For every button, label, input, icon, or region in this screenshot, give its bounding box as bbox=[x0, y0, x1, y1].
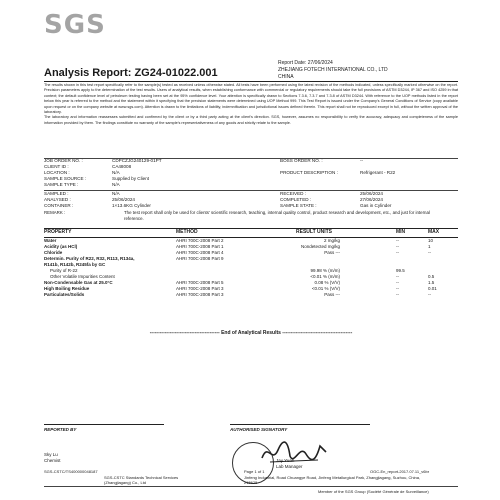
reporter-name: Sky Lu bbox=[44, 452, 58, 457]
cell-min: -- bbox=[396, 250, 399, 255]
remark-label: REMARK : bbox=[44, 210, 66, 215]
cell-method: AHRI 700C-2008 Part 3 bbox=[176, 286, 224, 291]
cell-result: <0.01 % (V/V) bbox=[311, 286, 340, 291]
col-result: RESULT UNITS bbox=[296, 229, 333, 235]
intro-paragraph: The results shown in this test report specifically refer to the sample(s) tested as received unless otherwise stated. All tests have been performed using the latest revision of the methods indicated, unless specifically marked otherwise on the report. Precision parameters apply to the determination of the test results. Users of analytical results, when establishing conformance with commercial or regulatory requirements should take the full provisions of ASTM D3244, IP 367 and ISO 4259 in that context; the default confidence level of petroleum testing having been set at the 95% confidence level. Your attention is specifically drawn to Sections 7.3.6, 7.3.7 and 7.3.8 of ASTM D3244. With reference to the UOP methods listed in the report below this year is referred to the method and the statement within it specifying that the precision statements were determined using UOP Method 999. This Test Report is issued under the Company's General Conditions of Service (copy available upon request or on the company website at www.sgs.com). Attention is drawn to the limitations of liability, indemnification and jurisdictional issues defined therein. This report shall not be reproduced except in full, without the written approval of the laboratory. bbox=[44, 83, 458, 114]
footer-postcode: 215625 bbox=[244, 480, 258, 485]
analysed-label: ANALYSED : bbox=[44, 197, 71, 202]
cell-max: -- bbox=[428, 292, 431, 297]
sample-source-label: SAMPLE SOURCE : bbox=[44, 176, 87, 181]
cell-result: 2 mg/kg bbox=[323, 238, 340, 243]
boss-order-value: -- bbox=[360, 158, 364, 163]
table-row bbox=[44, 292, 458, 298]
cell-max: 0.5 bbox=[428, 274, 435, 279]
completed-label: COMPLETED : bbox=[280, 197, 312, 202]
client-id-label: CLIENT ID : bbox=[44, 164, 69, 169]
cell-property: Water bbox=[44, 238, 57, 243]
signatory-name: Jay Yuan bbox=[276, 458, 295, 463]
cell-min: 99.5 bbox=[396, 268, 405, 273]
cell-property: Non-Condensable Gas at 25.0°C bbox=[44, 280, 113, 285]
cell-property: Determin. Purity of R22, R32, R113, R134a, bbox=[44, 256, 135, 261]
remark-block bbox=[44, 210, 458, 221]
sgs-logo: SGS bbox=[44, 10, 106, 40]
authorised-label: AUTHORISED SIGNATORY bbox=[230, 427, 288, 432]
job-order-value: CDPCZJG240129-01PT bbox=[112, 158, 162, 163]
cell-max: 1.5 bbox=[428, 280, 435, 285]
cell-max: -- bbox=[428, 250, 431, 255]
sample-state-value: Gas in Cylinder bbox=[360, 203, 392, 208]
cell-min: -- bbox=[396, 280, 399, 285]
cell-min: -- bbox=[396, 292, 399, 297]
location-label: LOCATION : bbox=[44, 170, 70, 175]
footer-address: Jinfeng Industrial, Road Chuangye Road, Jinfeng Metallurgical Park, Zhangjiagang, Suzhou, China, bbox=[244, 475, 421, 480]
intro-text-block bbox=[44, 83, 458, 126]
footer-company: SGS-CSTC Standards Technical Services bbox=[104, 475, 179, 480]
sample-source-value: Supplied by Client bbox=[112, 176, 150, 181]
cell-min: -- bbox=[396, 274, 399, 279]
cell-max: 0.01 bbox=[428, 286, 437, 291]
sample-type-value: N/A bbox=[112, 182, 120, 187]
cell-property: Purity of R-22 bbox=[50, 268, 78, 273]
client-name: ZHEJIANG FOTECH INTERNATIONAL CO., LTD bbox=[278, 67, 388, 73]
footer-member: Member of the SGS Group (Société Générale de Surveillance) bbox=[318, 489, 429, 494]
remark-text: The test report shall only be used for clients' scientific research, teaching, internal quality control, product research and development, etc., and just for internal reference. bbox=[124, 210, 430, 221]
footer-rule bbox=[44, 486, 458, 487]
cell-result: Pass --- bbox=[324, 292, 340, 297]
received-value: 25/06/2024 bbox=[360, 191, 383, 196]
client-country: CHINA bbox=[278, 74, 294, 80]
cell-property: Acidity (as HCl) bbox=[44, 244, 78, 249]
reporter-title: Chemist bbox=[44, 457, 61, 463]
cell-max: 10 bbox=[428, 238, 434, 243]
end-of-results: ------------------------------------------ End of Analytical Results ------------------------------------------ bbox=[149, 330, 353, 336]
cell-property: Other Volatile Impurities Content bbox=[50, 274, 115, 279]
signatory-title: Lab Manager bbox=[276, 463, 303, 469]
cell-min: -- bbox=[396, 286, 399, 291]
product-desc-label: PRODUCT DESCRIPTION : bbox=[280, 170, 338, 175]
intro-paragraph-2: The laboratory and information reassesses submitted and confirmed by the client or by a third party acting at the client's direction. SGS, however, assumes no responsibility to verify the accuracy, adequacy and completeness of the sample information provided by them. The findings constitute no warranty of the sample's representativeness of any goods and strictly relate to the sample. bbox=[44, 115, 458, 125]
cell-method: AHRI 700C-2008 Part 3 bbox=[176, 292, 224, 297]
signatory-block bbox=[276, 458, 303, 470]
footer-page: Page 1 of 1 bbox=[244, 469, 265, 474]
cell-result: 99.98 % (m/m) bbox=[310, 268, 340, 273]
sampled-value: N/A bbox=[112, 191, 120, 196]
report-date: Report Date: 27/06/2024 bbox=[278, 60, 333, 66]
received-label: RECEIVED : bbox=[280, 191, 307, 196]
cell-property: R141b, R142b, R245fa by GC bbox=[44, 262, 106, 267]
cell-method: AHRI 700C-2008 Part 1 bbox=[176, 244, 224, 249]
cell-method: AHRI 700C-2008 Part 5 bbox=[176, 280, 224, 285]
authorised-rule bbox=[230, 424, 370, 425]
col-min: MIN bbox=[396, 229, 406, 235]
reported-by-label: REPORTED BY bbox=[44, 427, 77, 432]
cell-property: Chloride bbox=[44, 250, 63, 255]
info-top-rule bbox=[44, 158, 458, 159]
cell-result: Nondetected mg/kg bbox=[300, 244, 340, 249]
reported-by-rule bbox=[44, 424, 164, 425]
report-header-block bbox=[278, 60, 388, 81]
cell-max: 1 bbox=[428, 244, 431, 249]
title-rule bbox=[44, 81, 458, 82]
col-max: MAX bbox=[428, 229, 440, 235]
location-value: N/A bbox=[112, 170, 120, 175]
footer-doc-code: OGC-En_report-2017.07.11_v6br bbox=[370, 469, 430, 474]
sampled-label: SAMPLED : bbox=[44, 191, 69, 196]
cell-result: 0.08 % (V/V) bbox=[314, 280, 340, 285]
cell-method: AHRI 700C-2008 Part 9 bbox=[176, 256, 224, 261]
product-desc-value: Refrigerant - R22 bbox=[360, 170, 396, 175]
report-title: Analysis Report: ZG24-01022.001 bbox=[44, 67, 218, 79]
footer-company-2: (Zhangjiagang) Co., Ltd bbox=[104, 480, 147, 485]
cell-property: High Boiling Residue bbox=[44, 286, 90, 291]
cell-result: <0.01 % (m/m) bbox=[310, 274, 340, 279]
job-order-label: JOB ORDER NO. : bbox=[44, 158, 83, 163]
sample-state-label: SAMPLE STATE : bbox=[280, 203, 317, 208]
cell-min: -- bbox=[396, 238, 399, 243]
analysed-value: 25/06/2024 bbox=[112, 197, 135, 202]
completed-value: 27/06/2024 bbox=[360, 197, 383, 202]
container-value: 1×13.6KG Cylinder bbox=[112, 203, 151, 208]
cell-min: -- bbox=[396, 244, 399, 249]
boss-order-label: BOSS ORDER NO. : bbox=[280, 158, 323, 163]
cell-property: Particulates/Solids bbox=[44, 292, 85, 297]
container-label: CONTAINER : bbox=[44, 203, 74, 208]
sample-type-label: SAMPLE TYPE : bbox=[44, 182, 79, 187]
cell-method: AHRI 700C-2008 Part 2 bbox=[176, 238, 224, 243]
info-mid-rule bbox=[44, 190, 458, 191]
client-id-value: CA48008 bbox=[112, 164, 132, 169]
col-method: METHOD bbox=[176, 229, 198, 235]
cell-result: Pass --- bbox=[324, 250, 340, 255]
col-property: PROPERTY bbox=[44, 229, 72, 235]
reporter-block bbox=[44, 452, 61, 464]
footer-code: SGS-CSTC/TS400000048187 bbox=[44, 469, 98, 474]
cell-method: AHRI 700C-2008 Part 4 bbox=[176, 250, 224, 255]
